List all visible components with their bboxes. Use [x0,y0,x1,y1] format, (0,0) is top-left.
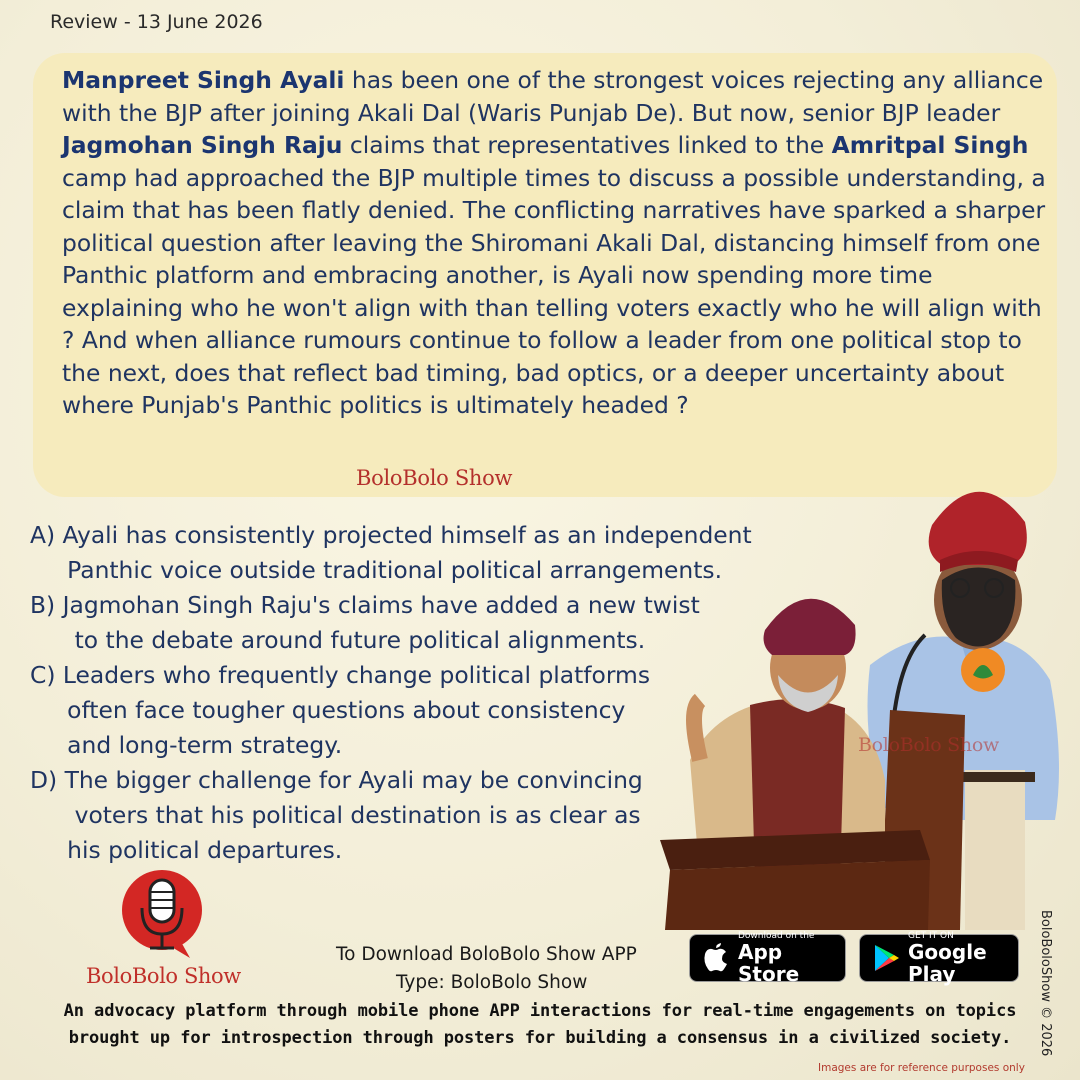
article-segment: camp had approached the BJP multiple times to discuss a possible understanding, a claim that has been flatly denied. The conflicting narratives have sparked a sharper political question after leaving the Shiromani Akali Dal, distancing himself from one Panthic platform and embracing another, is Ayali now spending more time explaining who he won't align with than telling voters exactly who he will align with ? And when alliance rumours continue to follow a leader from one political stop to the next, does that reflect bad timing, bad optics, or a deeper uncertainty about where Punjab's Panthic politics is ultimately headed ? [62,163,1046,419]
footer-mission [30,998,1050,1052]
article-segment: has been one of the strongest voices rejecting any alliance with the BJP after joining Akali Dal (Waris Punjab De). But now, senior BJP leader [62,66,1044,127]
option-line: C) Leaders who frequently change political platforms [30,661,651,689]
logo-name: BoloBolo Show [86,964,241,988]
article-name-raju: Jagmohan Singh Raju [62,131,343,159]
google-play-button[interactable] [859,931,1019,986]
option-line: voters that his political destination is as clear as [30,801,641,829]
option-line: D) The bigger challenge for Ayali may be convincing [30,766,643,794]
google-play-small: GET IT ON [908,931,954,941]
footer-line-1: An advocacy platform through mobile phone APP interactions for real-time engagements on topics [63,1001,1017,1021]
speakers-illustration [660,460,1080,930]
vertical-credit [1038,910,1070,1057]
article-name-ayali: Manpreet Singh Ayali [62,66,345,94]
option-line: Panthic voice outside traditional political arrangements. [30,556,723,584]
app-store-small: Download on the [738,931,815,941]
vertical-credit-text: BoloBoloShow © 2026 [1038,910,1053,1057]
option-line: to the debate around future political alignments. [30,626,646,654]
download-instructions [336,941,666,997]
footer-line-2: brought up for introspection through posters for building a consensus in a civilized society. [68,1028,1012,1048]
apple-icon [702,943,730,973]
app-store-button[interactable] [689,931,846,986]
google-play-big: Google Play [908,940,987,986]
illustration-watermark: BoloBolo Show [858,734,999,756]
download-line-1: To Download BoloBolo Show APP [336,944,637,965]
download-line-2: Type: BoloBolo Show [396,972,588,993]
option-line: B) Jagmohan Singh Raju's claims have added a new twist [30,591,700,619]
app-store-big: App Store [738,940,800,986]
image-disclaimer: Images are for reference purposes only [818,1062,1025,1074]
option-line: A) Ayali has consistently projected himself as an independent [30,521,752,549]
option-line: and long-term strategy. [30,731,343,759]
microphone-icon [110,868,220,958]
article-segment: claims that representatives linked to the [342,131,832,159]
play-icon [872,943,900,973]
article-name-amritpal: Amritpal Singh [831,131,1029,159]
review-date: Review - 13 June 2026 [50,11,263,33]
article-watermark: BoloBolo Show [356,466,513,490]
option-line: often face tougher questions about consistency [30,696,626,724]
option-line: his political departures. [30,836,343,864]
article-text [62,64,1052,422]
